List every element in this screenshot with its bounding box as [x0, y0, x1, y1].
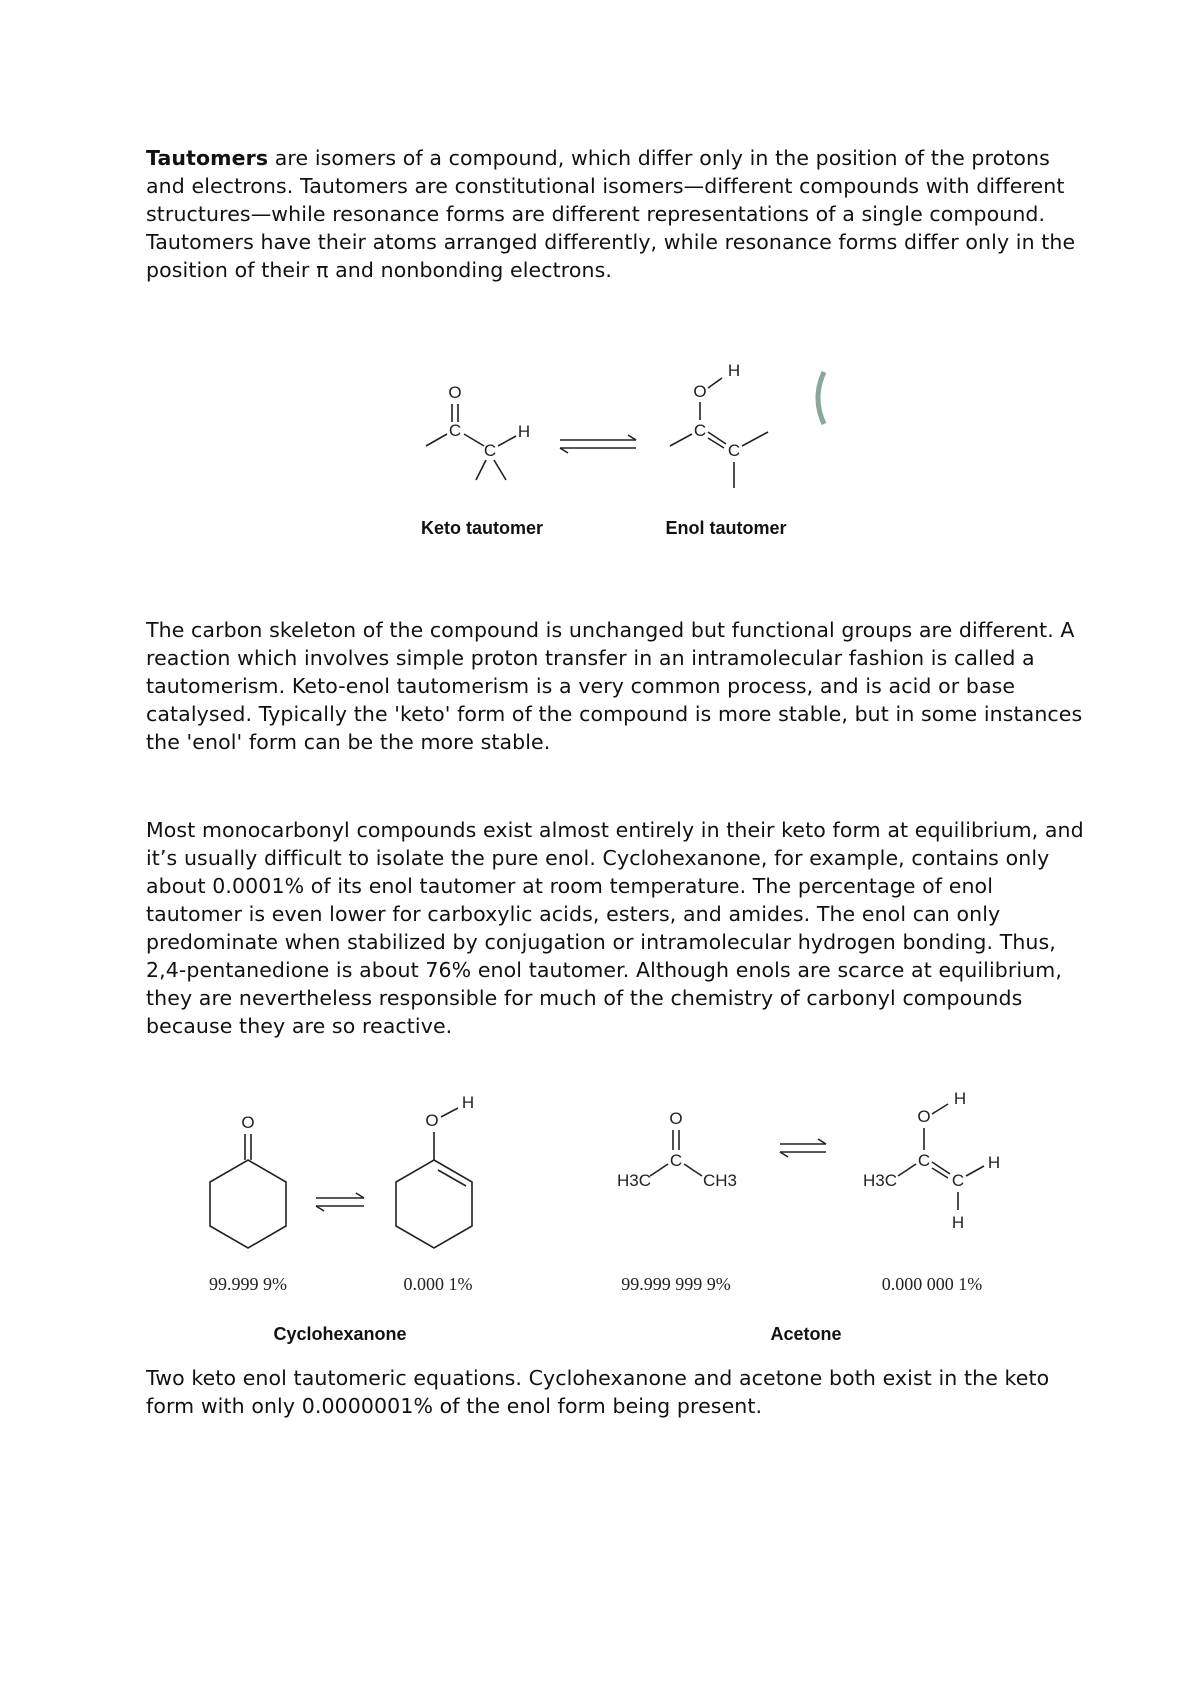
- enol-carbon-1: C: [693, 421, 707, 440]
- acetone-enol-hydrogen-right: H: [987, 1153, 1001, 1172]
- acetone-enol-structure: [863, 1089, 1000, 1232]
- acetone-enol-carbon-2: C: [951, 1171, 965, 1190]
- term-tautomers: Tautomers: [146, 146, 269, 170]
- cyclohexanone-oxygen-atom: O: [241, 1113, 255, 1132]
- cyclohexenol-hydrogen-atom: H: [461, 1093, 475, 1112]
- acetone-methyl-right: CH3: [702, 1171, 738, 1190]
- cyclohexanone-enol-percent: 0.000 1%: [403, 1274, 473, 1294]
- acetone-equilibrium-arrow: [780, 1139, 826, 1157]
- enol-hydroxyl-hydrogen: H: [727, 361, 741, 380]
- acetone-enol-methyl: H3C: [862, 1171, 898, 1190]
- paragraph-figure-caption: Two keto enol tautomeric equations. Cyclohexanone and acetone both exist in the keto form with only 0.0000001% of the enol form being present.: [146, 1366, 1050, 1418]
- acetone-keto-percent: 99.999 999 9%: [621, 1274, 731, 1294]
- acetone-enol-carbon-1: C: [917, 1151, 931, 1170]
- cyclohexanone-enol-structure: [396, 1093, 474, 1248]
- acetone-enol-percent: 0.000 000 1%: [881, 1274, 983, 1294]
- enol-carbon-2: C: [727, 441, 741, 460]
- acetone-methyl-left: H3C: [616, 1171, 652, 1190]
- acetone-oxygen-atom: O: [669, 1109, 683, 1128]
- acetone-keto-structure: [617, 1109, 737, 1190]
- cyclohexanone-keto-structure: [210, 1113, 286, 1248]
- keto-alpha-hydrogen: H: [517, 422, 531, 441]
- acetone-enol-oxygen-atom: O: [917, 1107, 931, 1126]
- acetone-enol-hydroxyl-hydrogen: H: [953, 1089, 967, 1108]
- paragraph-carbon-skeleton: The carbon skeleton of the compound is unchanged but functional groups are different. A reaction which involves simple proton transfer in an intramolecular fashion is called a tautomerism. Keto-enol tautomerism is a very common process, and is acid or base catalysed. Typically the 'keto' form of the compound is more stable, but in some instances the 'enol' form can be the more stable.: [146, 618, 1083, 754]
- enol-tautomer-label: Enol tautomer: [665, 518, 787, 538]
- keto-carbonyl-carbon: C: [448, 421, 462, 440]
- paragraph-1-text: are isomers of a compound, which differ only in the position of the protons and electrons. Tautomers are constitutional isomers—different compounds with different structures—while resonance forms are different representations of a single compound. Tautomers have their atoms arranged differently, while resonance forms differ only in the position of their π and nonbonding electrons.: [146, 146, 1076, 282]
- keto-alpha-carbon: C: [483, 441, 497, 460]
- acetone-carbonyl-carbon: C: [669, 1151, 683, 1170]
- acetone-label: Acetone: [770, 1324, 842, 1344]
- keto-oxygen-atom: O: [448, 383, 462, 402]
- cyclohexanone-label: Cyclohexanone: [273, 1324, 407, 1344]
- cyclohexanone-keto-percent: 99.999 9%: [209, 1274, 287, 1294]
- enol-oxygen-atom: O: [693, 382, 707, 401]
- cyclohexanone-equilibrium-arrow: [316, 1193, 364, 1211]
- paragraph-monocarbonyl: Most monocarbonyl compounds exist almost entirely in their keto form at equilibrium, and it’s usually difficult to isolate the pure enol. Cyclohexanone, for example, contains only about 0.0001% of its enol tautomer at room temperature. The percentage of enol tautomer is even lower for carboxylic acids, esters, and amides. The enol can only predominate when stabilized by conjugation or intramolecular hydrogen bonding. Thus, 2,4-pentanedione is about 76% enol tautomer. Although enols are scarce at equilibrium, they are nevertheless responsible for much of the chemistry of carbonyl compounds because they are so reactive.: [146, 818, 1084, 1038]
- keto-tautomer-label: Keto tautomer: [420, 518, 544, 538]
- acetone-enol-hydrogen-bottom: H: [951, 1213, 965, 1232]
- cyclohexenol-oxygen-atom: O: [425, 1111, 439, 1130]
